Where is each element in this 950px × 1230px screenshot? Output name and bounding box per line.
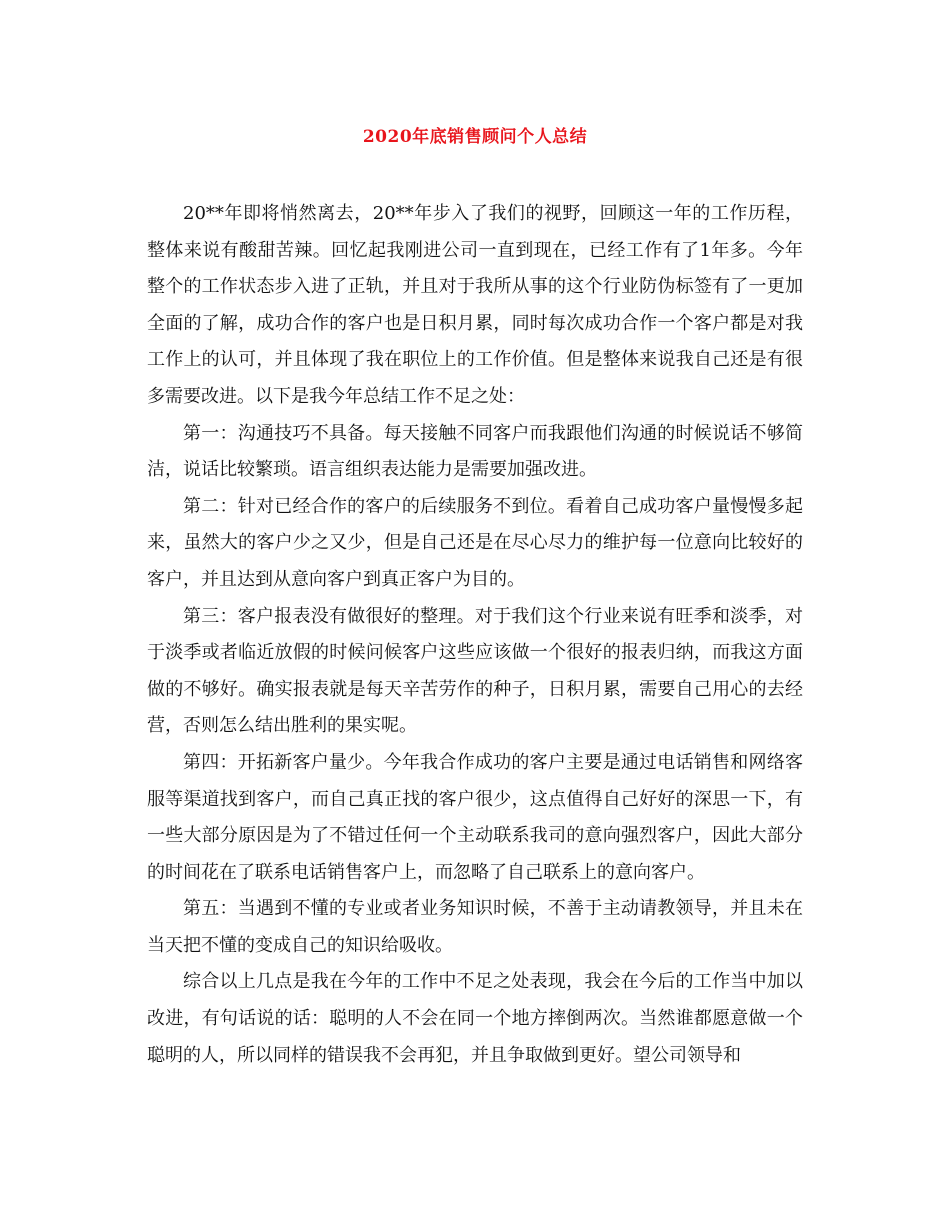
paragraph-point-4: 第四：开拓新客户量少。今年我合作成功的客户主要是通过电话销售和网络客服等渠道找到客户，而自己真正找的客户很少，这点值得自己好好的深思一下，有一些大部分原因是为了不错过任何一个主动联系我司的意向强烈客户，因此大部分的时间花在了联系电话销售客户上，而忽略了自己联系上的意向客户。 (147, 751, 803, 883)
document-title: 2020年底销售顾问个人总结 (362, 127, 588, 147)
paragraph-point-2: 第二：针对已经合作的客户的后续服务不到位。看着自己成功客户量慢慢多起来，虽然大的客户少之又少，但是自己还是在尽心尽力的维护每一位意向比较好的客户，并且达到从意向客户到真正客户为目的。 (147, 495, 803, 590)
document-body (147, 196, 803, 1074)
paragraph-point-3: 第三：客户报表没有做很好的整理。对于我们这个行业来说有旺季和淡季，对于淡季或者临近放假的时候问候客户这些应该做一个很好的报表归纳，而我这方面做的不够好。确实报表就是每天辛苦劳作的种子，日积月累，需要自己用心的去经营，否则怎么结出胜利的果实呢。 (147, 605, 803, 737)
paragraph-conclusion: 综合以上几点是我在今年的工作中不足之处表现，我会在今后的工作当中加以改进，有句话说的话：聪明的人不会在同一个地方摔倒两次。当然谁都愿意做一个聪明的人，所以同样的错误我不会再犯，并且争取做到更好。望公司领导和 (147, 971, 803, 1066)
paragraph-point-1: 第一：沟通技巧不具备。每天接触不同客户而我跟他们沟通的时候说话不够简洁，说话比较繁琐。语言组织表达能力是需要加强改进。 (147, 422, 803, 481)
paragraph-intro: 20**年即将悄然离去，20**年步入了我们的视野，回顾这一年的工作历程，整体来说有酸甜苦辣。回忆起我刚进公司一直到现在，已经工作有了1年多。今年整个的工作状态步入进了正轨，并且对于我所从事的这个行业防伪标签有了一更加全面的了解，成功合作的客户也是日积月累，同时每次成功合作一个客户都是对我工作上的认可，并且体现了我在职位上的工作价值。但是整体来说我自己还是有很多需要改进。以下是我今年总结工作不足之处： (147, 203, 803, 407)
paragraph-point-5: 第五：当遇到不懂的专业或者业务知识时候，不善于主动请教领导，并且未在当天把不懂的变成自己的知识给吸收。 (147, 898, 803, 956)
